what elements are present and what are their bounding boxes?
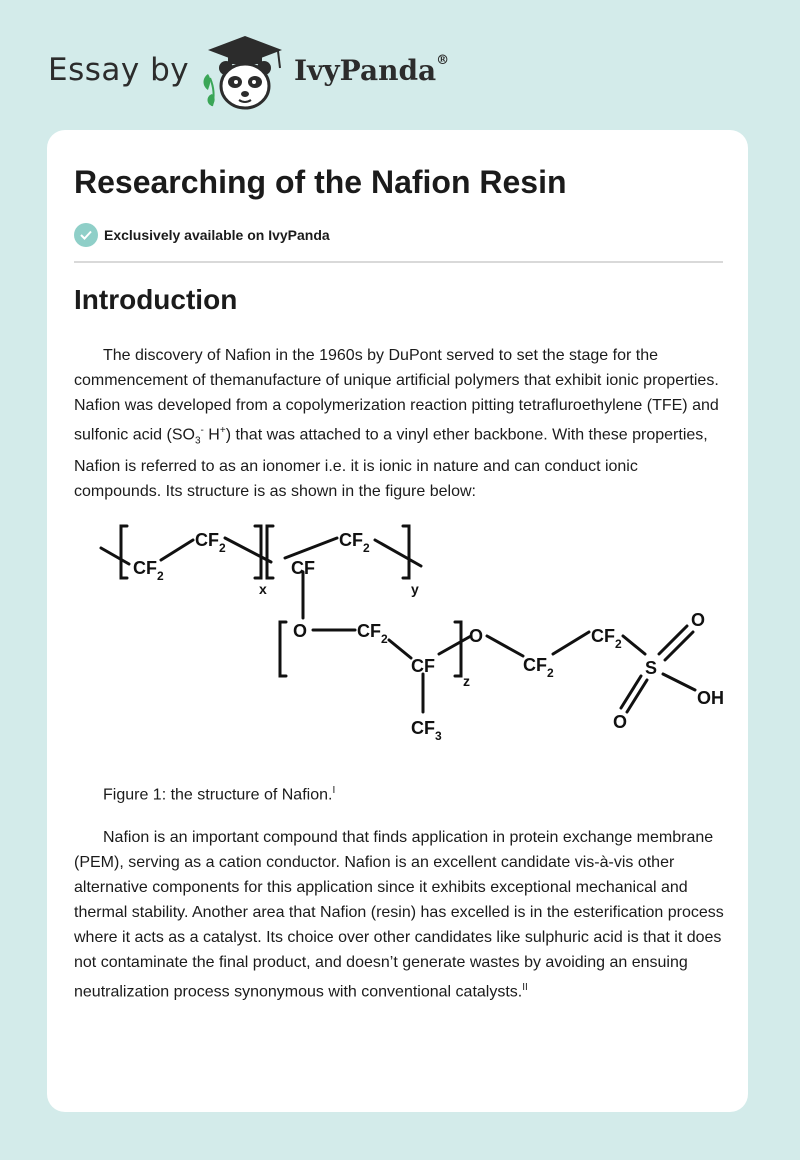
svg-text:CF: CF [291,558,315,578]
divider [74,261,723,263]
svg-text:O: O [691,610,706,630]
nafion-structure-figure [99,514,739,754]
svg-text:CF2: $CF_2$ [133,558,164,583]
article-card [47,130,748,1112]
panda-logo-icon[interactable] [200,34,290,112]
footnote-ref[interactable]: II [522,982,528,993]
svg-text:OH: OH [697,688,724,708]
registered-mark: ® [436,52,450,68]
page-title: Researching of the Nafion Resin [74,164,567,200]
svg-text:CF2: $CF_2$ [591,626,622,651]
svg-text:S: S [645,658,658,678]
svg-text:CF: CF [411,656,435,676]
footnote-ref[interactable]: I [332,785,336,796]
exclusive-badge [74,222,330,248]
badge-label: Exclusively available on IvyPanda [104,227,330,243]
svg-text:O: O [293,621,308,641]
check-icon [74,223,98,247]
brand-prefix: Essay by [48,52,190,88]
paragraph-application: Nafion is an important compound that finds application in protein exchange membrane (PEM), serving as a cation conductor. Nafion is an excellent candidate vis-à-vis other alternative components for this application since it exhibits exceptional mechanical and thermal stability. Another area that Nafion (resin) has excelled is in the esterification process where it acts as a catalyst. Its choice over other candidates like sulphuric acid is that it does not contaminate the final product, and doesn’t generate wastes by avoiding an ensuing neutralization process synonymous with conventional catalysts.$^{II}$ [74,829,724,1001]
svg-text:z: z [463,673,470,689]
label-cf: CF [133,558,157,578]
section-heading: Introduction [74,284,238,315]
site-header [48,34,508,114]
svg-text:y: y [411,581,419,597]
svg-text:CF2: $CF_2$ [523,655,554,680]
svg-text:O: O [613,712,628,732]
paragraph-intro: The discovery of Nafion in the 1960s by DuPont served to set the stage for the commencement of themanufacture of unique artificial polymers that exhibit ionic properties. Nafion was developed from a copolymerization reaction pitting tetrafluroethylene (TFE) and sulfonic acid ($SO_3^-$ H+) that was attached to a vinyl ether backbone. With these properties, Nafion is referred to as an ionomer i.e. it is ionic in nature and can conduct ionic compounds. Its structure is as shown in the figure below: [74,347,719,500]
svg-text:x: x [259,581,267,597]
figure-caption: Figure 1: the structure of Nafion.$^I$ [103,785,336,804]
svg-text:CF2: $CF_2$ [339,530,370,555]
svg-text:O: O [469,626,484,646]
brand-name[interactable]: IvyPanda® [294,52,450,87]
svg-text:CF3: $CF_3$ [411,718,442,743]
svg-text:CF2: $CF_2$ [357,621,388,646]
svg-text:CF2: $CF_2$ [195,530,226,555]
